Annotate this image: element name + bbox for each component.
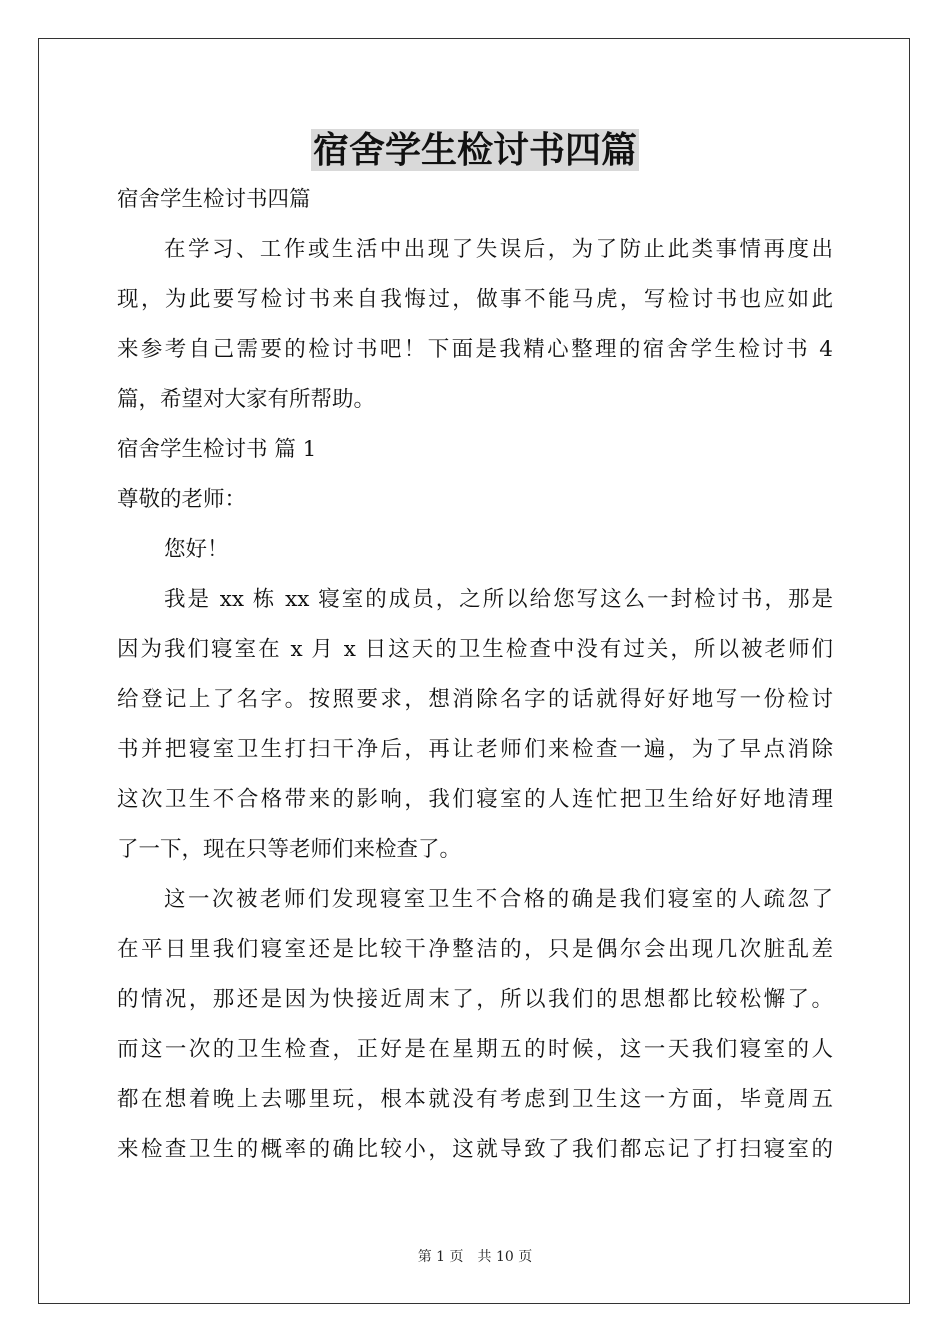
paragraph-line: 这一次被老师们发现寝室卫生不合格的确是我们寝室的人疏忽了 [164, 887, 833, 912]
document-title-text: 宿舍学生检讨书四篇 [312, 129, 637, 171]
paragraph-line: 我是 xx 栋 xx 寝室的成员，之所以给您写这么一封检讨书，那是 [164, 587, 833, 612]
paragraph-line: 在学习、工作或生活中出现了失误后，为了防止此类事情再度出 [164, 237, 833, 262]
document-body [117, 175, 833, 1175]
paragraph-line: 来参考自己需要的检讨书吧！下面是我精心整理的宿舍学生检讨书 4 [117, 337, 833, 362]
paragraph-line: 书并把寝室卫生打扫干净后，再让老师们来检查一遍，为了早点消除 [117, 737, 833, 762]
page-number-current: 第 1 页 [417, 1249, 464, 1265]
paragraph-line: 都在想着晚上去哪里玩，根本就没有考虑到卫生这一方面，毕竟周五 [117, 1087, 833, 1112]
paragraph-line: 的情况，那还是因为快接近周末了，所以我们的思想都比较松懈了。 [117, 987, 833, 1012]
paragraph-line: 而这一次的卫生检查，正好是在星期五的时候，这一天我们寝室的人 [117, 1037, 833, 1062]
page-number-total: 共 10 页 [477, 1249, 533, 1265]
subtitle-line: 宿舍学生检讨书四篇 [117, 187, 311, 212]
paragraph-line: 篇，希望对大家有所帮助。 [117, 387, 376, 412]
paragraph-line: 因为我们寝室在 x 月 x 日这天的卫生检查中没有过关，所以被老师们 [117, 637, 833, 662]
page-footer [0, 1246, 950, 1266]
greeting: 您好！ [164, 537, 229, 562]
paragraph-line: 现，为此要写检讨书来自我悔过，做事不能马虎，写检讨书也应如此 [117, 287, 833, 312]
salutation: 尊敬的老师： [117, 487, 247, 512]
paragraph-line: 来检查卫生的概率的确比较小，这就导致了我们都忘记了打扫寝室的 [117, 1137, 833, 1162]
section-heading: 宿舍学生检讨书 篇 1 [117, 437, 317, 462]
document-title [0, 126, 950, 174]
paragraph-line: 给登记上了名字。按照要求，想消除名字的话就得好好地写一份检讨 [117, 687, 833, 712]
paragraph-line: 在平日里我们寝室还是比较干净整洁的，只是偶尔会出现几次脏乱差 [117, 937, 833, 962]
paragraph-line: 这次卫生不合格带来的影响，我们寝室的人连忙把卫生给好好地清理 [117, 787, 833, 812]
paragraph-line: 了一下，现在只等老师们来检查了。 [117, 837, 462, 862]
